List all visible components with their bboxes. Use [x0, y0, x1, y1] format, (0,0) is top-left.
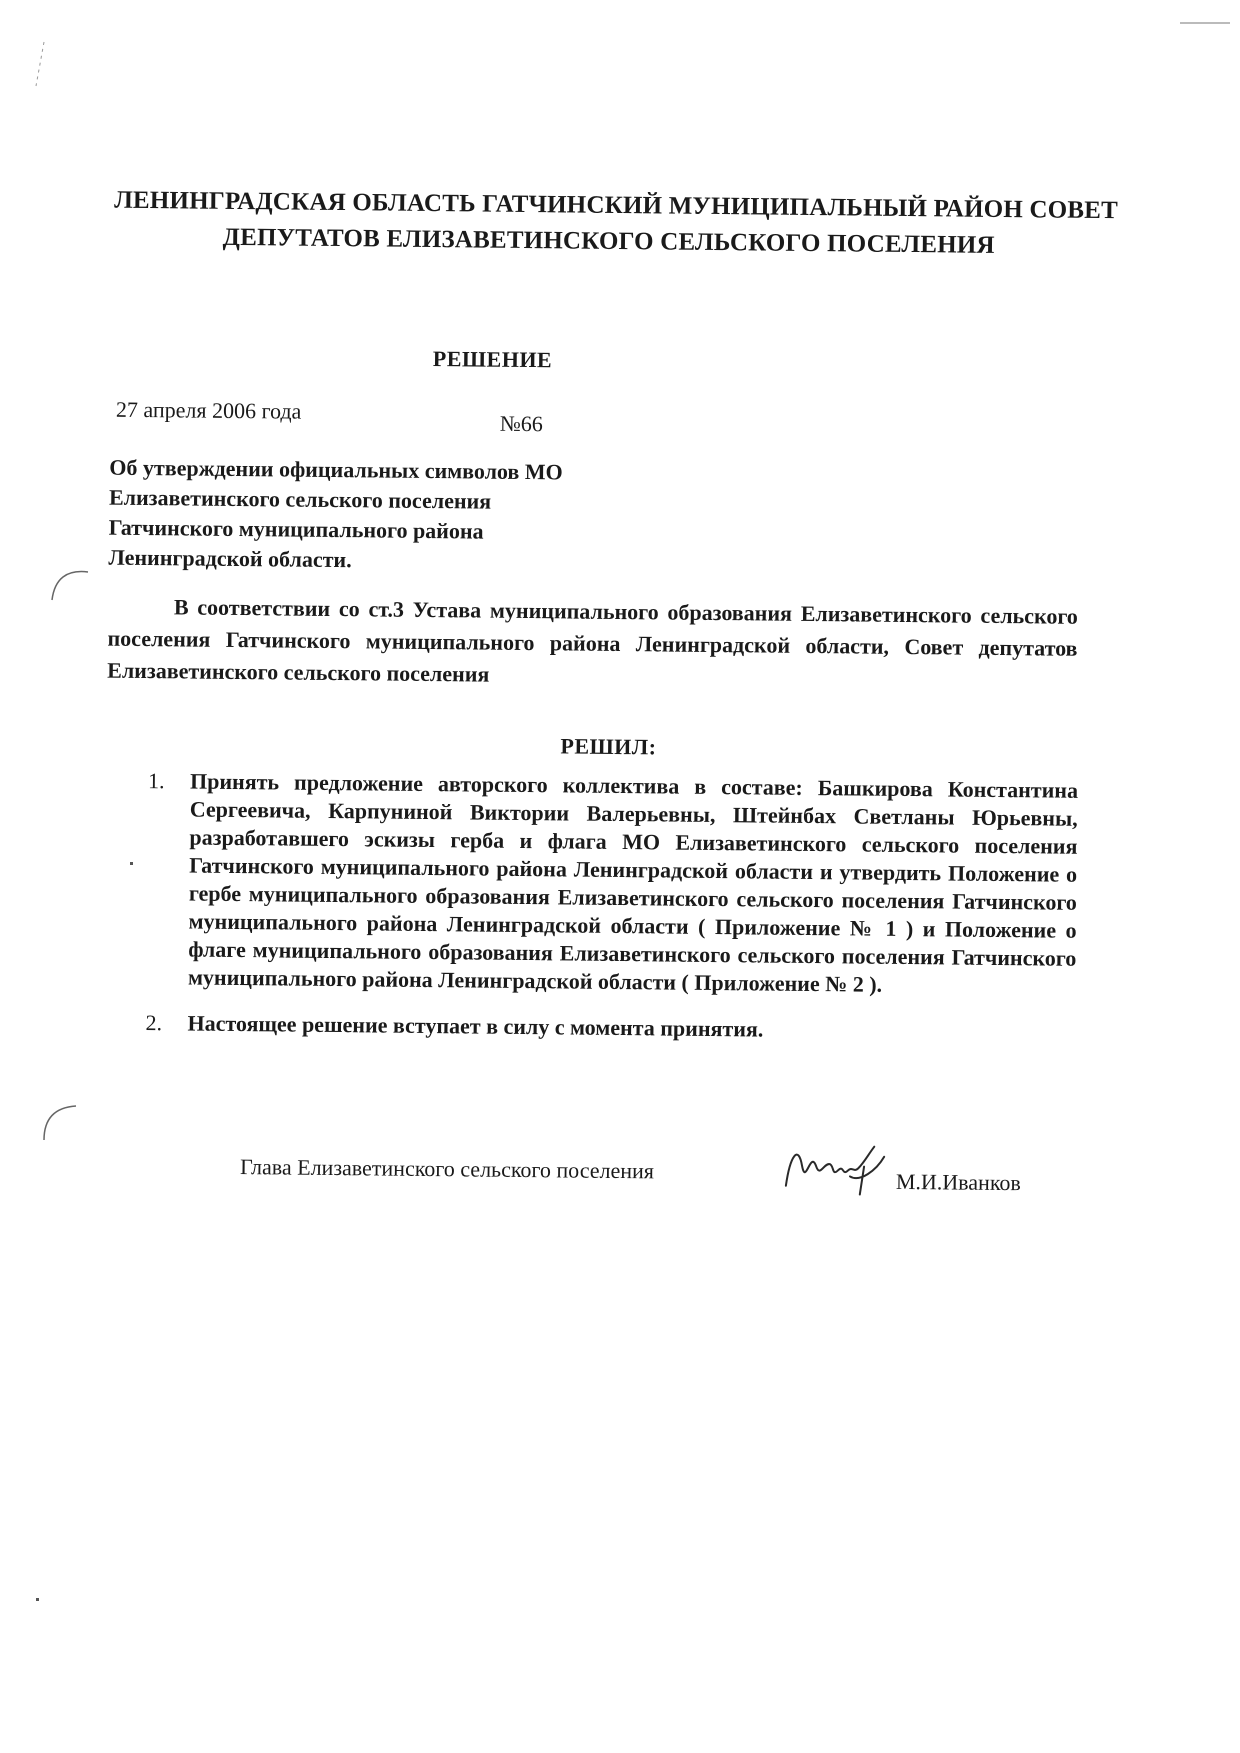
- decision-item: [146, 767, 1078, 1001]
- decision-number: №66: [499, 410, 543, 437]
- decision-item: [145, 1009, 1075, 1047]
- subject-line: Ленинградской области.: [108, 544, 352, 573]
- signatory-name: М.И.Иванков: [895, 1168, 1021, 1196]
- item-text: Настоящее решение вступает в силу с момента принятия.: [187, 1010, 764, 1042]
- item-text: Принять предложение авторского коллектива в составе: Башкирова Константина Сергеевича, Карпуниной Виктории Валерьевны, Штейнбах Светланы Юрьевны, разработавшего эскизы герба и флага МО Елизаветинского сельского поселения Гатчинского муниципального района Ленинградской области и утвердить Положение о гербе муниципального образования Елизаветинского сельского поселения Гатчинского муниципального района Ленинградской области ( Приложение № 1 ) и Положение о флаге муниципального образования Елизаветинского сельского поселения Гатчинского муниципального района Ленинградской области ( Приложение № 2 ).: [187, 768, 1079, 997]
- signature-block: [240, 1146, 1071, 1215]
- decided-heading: РЕШИЛ:: [560, 733, 657, 760]
- subject-line: Елизаветинского сельского поселения: [108, 484, 492, 514]
- header-line-1: ЛЕНИНГРАДСКАЯ ОБЛАСТЬ ГАТЧИНСКИЙ МУНИЦИПАЛЬНЫЙ РАЙОН СОВЕТ: [114, 186, 1119, 225]
- handwritten-signature: [780, 1136, 891, 1199]
- item-number: 2.: [145, 1010, 163, 1036]
- document-type-title: РЕШЕНИЕ: [432, 346, 553, 373]
- item-number: 1.: [147, 768, 165, 794]
- document-header: [114, 183, 1119, 265]
- decision-subject: [108, 453, 669, 579]
- subject-line: Гатчинского муниципального района: [108, 514, 484, 544]
- subject-line: Об утверждении официальных символов МО: [109, 454, 563, 485]
- decision-items: [145, 767, 1078, 1065]
- signatory-title: Глава Елизаветинского сельского поселения: [239, 1154, 655, 1184]
- preamble-text: В соответствии со ст.3 Устава муниципального образования Елизаветинского сельского поселения Гатчинского муниципального района Ленинградской области, Совет депутатов Елизаветинского сельского поселения: [107, 594, 1078, 687]
- decision-date: 27 апреля 2006 года: [115, 396, 302, 424]
- header-line-2: ДЕПУТАТОВ ЕЛИЗАВЕТИНСКОГО СЕЛЬСКОГО ПОСЕЛЕНИЯ: [222, 223, 995, 259]
- preamble-paragraph: [107, 591, 1078, 697]
